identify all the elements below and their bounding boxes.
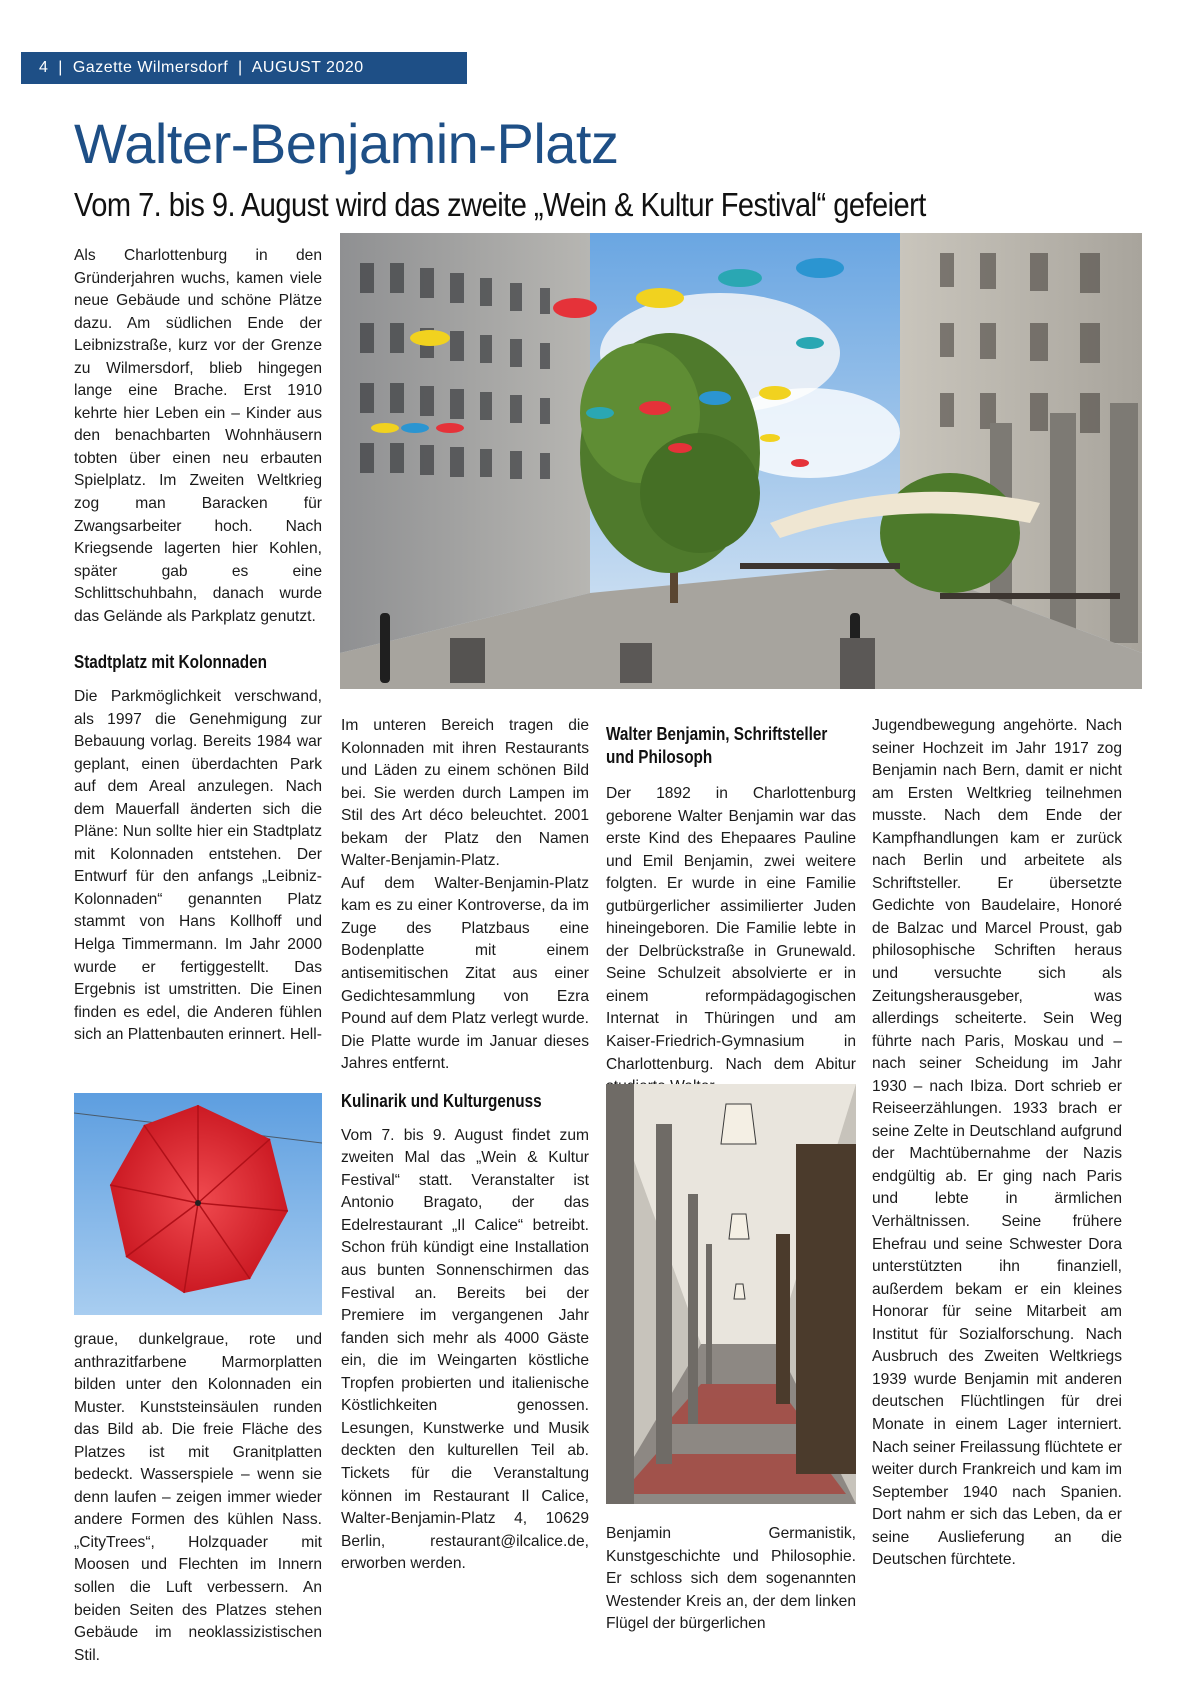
- colonnade-photo: [606, 1084, 856, 1504]
- column-3-continued: [606, 1523, 856, 1636]
- column-3: [606, 723, 856, 1099]
- benjamin-heading-line-1: Walter Benjamin, Schriftsteller: [606, 724, 828, 744]
- column-1-section: [74, 651, 322, 1047]
- page-number: 4: [39, 59, 49, 76]
- stadtplatz-paragraph: Die Parkmöglichkeit verschwand, als 1997 die Genehmigung zur Bebauung vorlag. Bereits 1984 war geplant, einen überdachten Park auf dem Areal anzulegen. Nach dem Mauerfall änderten sich die Pläne: Nun sollte hier ein Stadtplatz mit Kolonnaden entstehen. Der Entwurf für den anfangs „Leibniz-Kolonnaden“ genannten Platz stammt von Hans Kollhoff und Helga Timmermann. Im Jahr 2000 wurde er fertiggestellt. Das Ergebnis ist umstritten. Die Einen finden es edel, die Anderen fühlen sich an Plattenbauten erinnert. Hell-: [74, 688, 322, 1044]
- red-umbrella-image: [74, 1093, 322, 1315]
- red-umbrella-photo: [74, 1093, 322, 1315]
- column-4: [872, 715, 1122, 1572]
- column-2: [341, 715, 589, 1576]
- column-1-continued: [74, 1329, 322, 1667]
- section-heading-kulinarik: Kulinarik und Kulturgenuss: [341, 1090, 542, 1111]
- festival-photo: [340, 233, 1142, 689]
- colonnade-image: [606, 1084, 856, 1504]
- header-separator-2: |: [238, 59, 243, 76]
- festival-paragraph: Vom 7. bis 9. August findet zum zweiten Mal das „Wein & Kultur Festival“ statt. Veranstalter ist Antonio Bragato, der das Edelrestaurant „Il Calice“ betreibt. Schon früh kündigt eine Installation aus bunten Sonnenschirmen das Festival an. Bereits bei der Premiere im vergangenen Jahr fanden sich mehr als 4000 Gäste ein, die im Weingarten köstliche Tropfen probierten und italienische Köstlichkeiten genossen. Lesungen, Kunstwerke und Musik deckten den kulturellen Teil ab. Tickets für die Veranstaltung können im Restaurant Il Calice, Walter-Benjamin-Platz 4, 10629 Berlin, restaurant@ilcalice.de, erworben werden.: [341, 1126, 589, 1573]
- column-1-intro: [74, 245, 322, 628]
- publication-name: Gazette Wilmersdorf: [72, 59, 229, 76]
- kolonnaden-paragraph: Im unteren Bereich tragen die Kolonnaden mit ihren Restaurants und Läden zu einem schönen Bild bei. Sie werden durch Lampen im Stil des Art déco beleuchtet. 2001 bekam der Platz den Namen Walter-Benjamin-Platz.: [341, 717, 589, 870]
- article-subtitle: Vom 7. bis 9. August wird das zweite „Wein & Kultur Festival“ gefeiert: [74, 186, 926, 223]
- walter-benjamin-platz-image: [340, 233, 1142, 689]
- kontroverse-paragraph: Auf dem Walter-Benjamin-Platz kam es zu einer Kontroverse, da im Zuge des Platzbaus eine Bodenplatte mit einem antisemitischen Zitat aus einer Gedichtesammlung von Ezra Pound auf dem Platz verlegt wurde. Die Platte wurde im Januar dieses Jahres entfernt.: [341, 874, 589, 1073]
- article-title: Walter-Benjamin-Platz: [74, 112, 619, 175]
- benjamin-biography-paragraph: Jugendbewegung angehörte. Nach seiner Hochzeit im Jahr 1917 zog Benjamin nach Bern, damit er nicht am Ersten Weltkrieg teilnehmen musste. Nach dem Ende der Kampfhandlungen kam er zurück nach Berlin und arbeitete als Schriftsteller. Er übersetzte Gedichte von Baudelaire, Honoré de Balzac und Marcel Proust, gab philosophische Schriften heraus und versuchte sich als Zeitungsherausgeber, was allerdings scheiterte. Sein Weg führte nach Paris, Moskau und – nach seiner Scheidung im Jahr 1930 – nach Ibiza. Dort schrieb er Reiseerzählungen. 1933 brach er seine Zelte in Deutschland aufgrund der Machtübernahme der Nazis endgültig ab. Er ging nach Paris und lebte in ärmlichen Verhältnissen. Seine frühere Ehefrau und seine Schwester Dora unterstützten ihn finanziell, außerdem bekam er ein kleines Honorar für seine Mitarbeit am Institut für Sozialforschung. Nach Ausbruch des Zweiten Weltkriegs 1939 wurde Benjamin mit anderen deutschen Flüchtlingen für drei Monate in einem Lager interniert. Nach seiner Freilassung flüchtete er weiter durch Frankreich und kam im September 1940 nach Spanien. Dort nahm er sich das Leben, da er seine Auslieferung an die Deutschen fürchtete.: [872, 717, 1122, 1569]
- header-separator: |: [58, 59, 63, 76]
- section-heading-stadtplatz: Stadtplatz mit Kolonnaden: [74, 652, 267, 672]
- page-header-bar: [21, 52, 467, 84]
- section-heading-benjamin: [606, 723, 828, 769]
- benjamin-paragraph-2: Benjamin Germanistik, Kunstgeschichte und Philosophie. Er schloss sich dem sogenannten Westender Kreis an, der dem linken Flügel der bürgerlichen: [606, 1525, 856, 1633]
- intro-paragraph: Als Charlottenburg in den Gründerjahren wuchs, kamen viele neue Gebäude und schöne Plätze dazu. Am südlichen Ende der Leibnizstraße, kurz vor der Grenze zu Wilmersdorf, blieb hingegen lange eine Brache. Erst 1910 kehrte hier Leben ein – Kinder aus den benachbarten Wohnhäusern tobten über einen neu erbauten Spielplatz. Im Zweiten Weltkrieg zog man Baracken für Zwangsarbeiter hoch. Nach Kriegsende lagerten hier Kohlen, später gab es eine Schlittschuhbahn, danach wurde das Gelände als Parkplatz genutzt.: [74, 247, 322, 625]
- issue-date: AUGUST 2020: [251, 59, 364, 76]
- benjamin-paragraph-1: Der 1892 in Charlottenburg geborene Walter Benjamin war das erste Kind des Ehepaares Pauline und Emil Benjamin, zwei weitere folgten. Er wurde in eine Familie gutbürgerlicher assimilierter Juden hineingeboren. Die Familie lebte in der Delbrückstraße in Grunewald. Seine Schulzeit absolvierte er in einem reformpädagogischen Internat in Thüringen und am Kaiser-Friedrich-Gymnasium in Charlottenburg. Nach dem Abitur: [606, 785, 856, 1073]
- stadtplatz-paragraph-continued: graue, dunkelgraue, rote und anthrazitfarbene Marmorplatten bilden unter den Kolonnaden ein Muster. Kunststeinsäulen runden das Bild ab. Die freie Fläche des Platzes ist mit Granitplatten bedeckt. Wasserspiele – wenn sie denn laufen – zeigen immer wieder andere Formen des kühlen Nass. „CityTrees“, Holzquader mit Moosen und Flechten im Innern sollen die Luft verbessern. An beiden Seiten des Platzes stehen Gebäude im neoklassizistischen Stil.: [74, 1331, 322, 1664]
- benjamin-heading-line-2: und Philosoph: [606, 747, 713, 767]
